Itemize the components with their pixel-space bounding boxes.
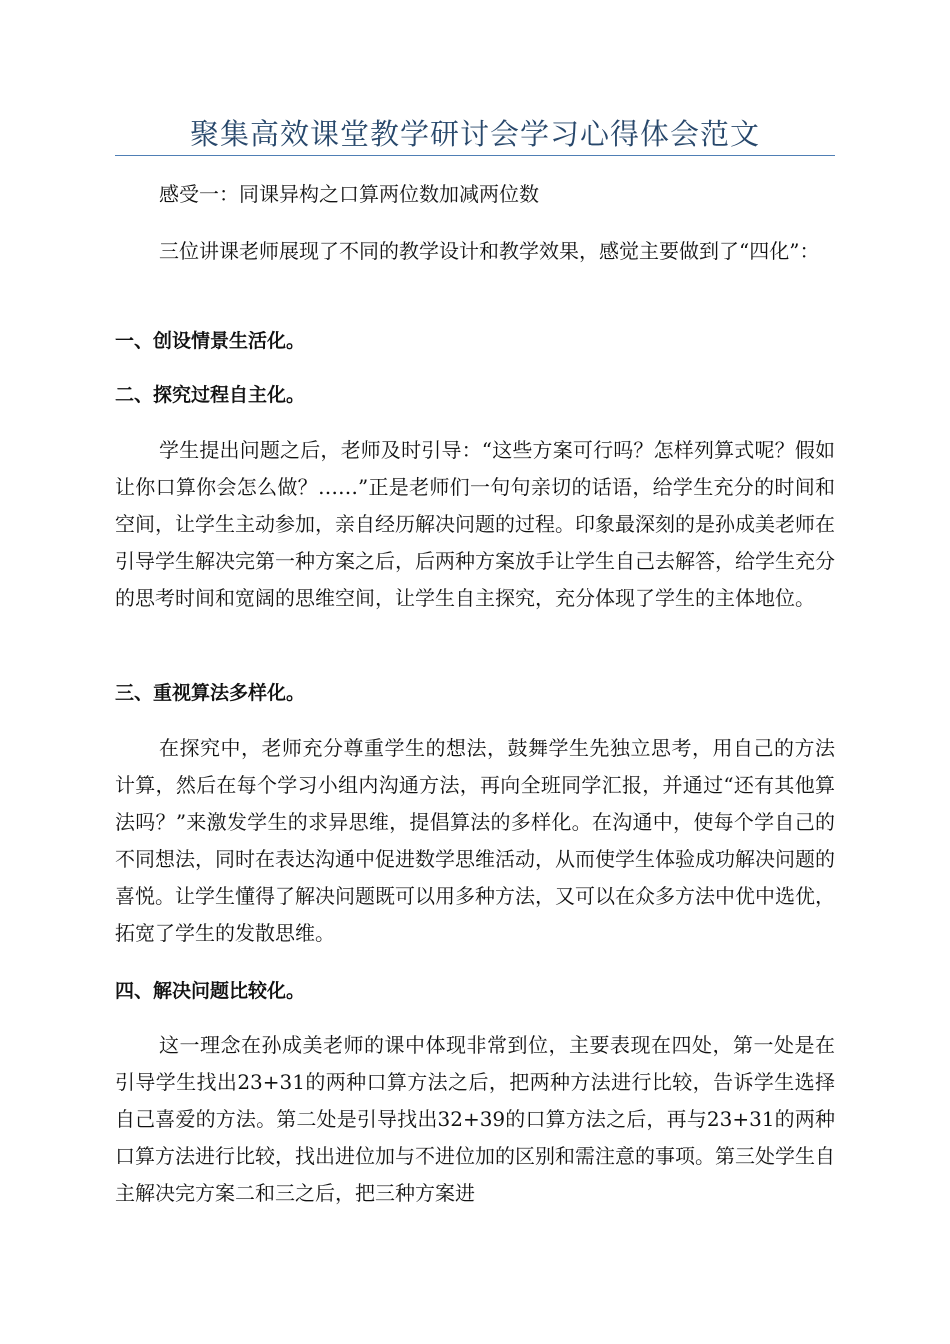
document-title: 聚集高效课堂教学研讨会学习心得体会范文 [189, 117, 760, 151]
section-heading-2: 二、探究过程自主化。 [115, 384, 306, 406]
section-heading-4: 四、解决问题比较化。 [115, 980, 306, 1002]
intro-line: 感受一：同课异构之口算两位数加减两位数 [159, 182, 539, 206]
section-heading-3: 三、重视算法多样化。 [115, 682, 306, 704]
section-paragraph-3: 在探究中，老师充分尊重学生的想法，鼓舞学生先独立思考，用自己的方法计算，然后在每个学习小组内沟通方法，再向全班同学汇报，并通过“还有其他算法吗？”来激发学生的求异思维，提倡算法的多样化。在沟通中，使每个学自己的不同想法，同时在表达沟通中促进数学思维活动，从而使学生体验成功解决问题的喜悦。让学生懂得了解决问题既可以用多种方法，又可以在众多方法中优中选优，拓宽了学生的发散思维。 [115, 736, 835, 945]
section-paragraph-2: 学生提出问题之后，老师及时引导：“这些方案可行吗？怎样列算式呢？假如让你口算你会怎么做？……”正是老师们一句句亲切的话语，给学生充分的时间和空间，让学生主动参加，亲自经历解决问题的过程。印象最深刻的是孙成美老师在引导学生解决完第一种方案之后，后两种方案放手让学生自己去解答，给学生充分的思考时间和宽阔的思维空间，让学生自主探究，充分体现了学生的主体地位。 [115, 438, 835, 610]
title-underline [115, 155, 835, 156]
summary-paragraph: 三位讲课老师展现了不同的教学设计和教学效果，感觉主要做到了“四化”： [159, 239, 820, 263]
section-heading-1: 一、创设情景生活化。 [115, 330, 306, 352]
section-paragraph-4: 这一理念在孙成美老师的课中体现非常到位，主要表现在四处，第一处是在引导学生找出23+31的两种口算方法之后，把两种方法进行比较，告诉学生选择自己喜爱的方法。第二处是引导找出32+39的口算方法之后，再与23+31的两种口算方法进行比较，找出进位加与不进位加的区别和需注意的事项。第三处学生自主解决完方案二和三之后，把三种方案进 [115, 1033, 835, 1205]
